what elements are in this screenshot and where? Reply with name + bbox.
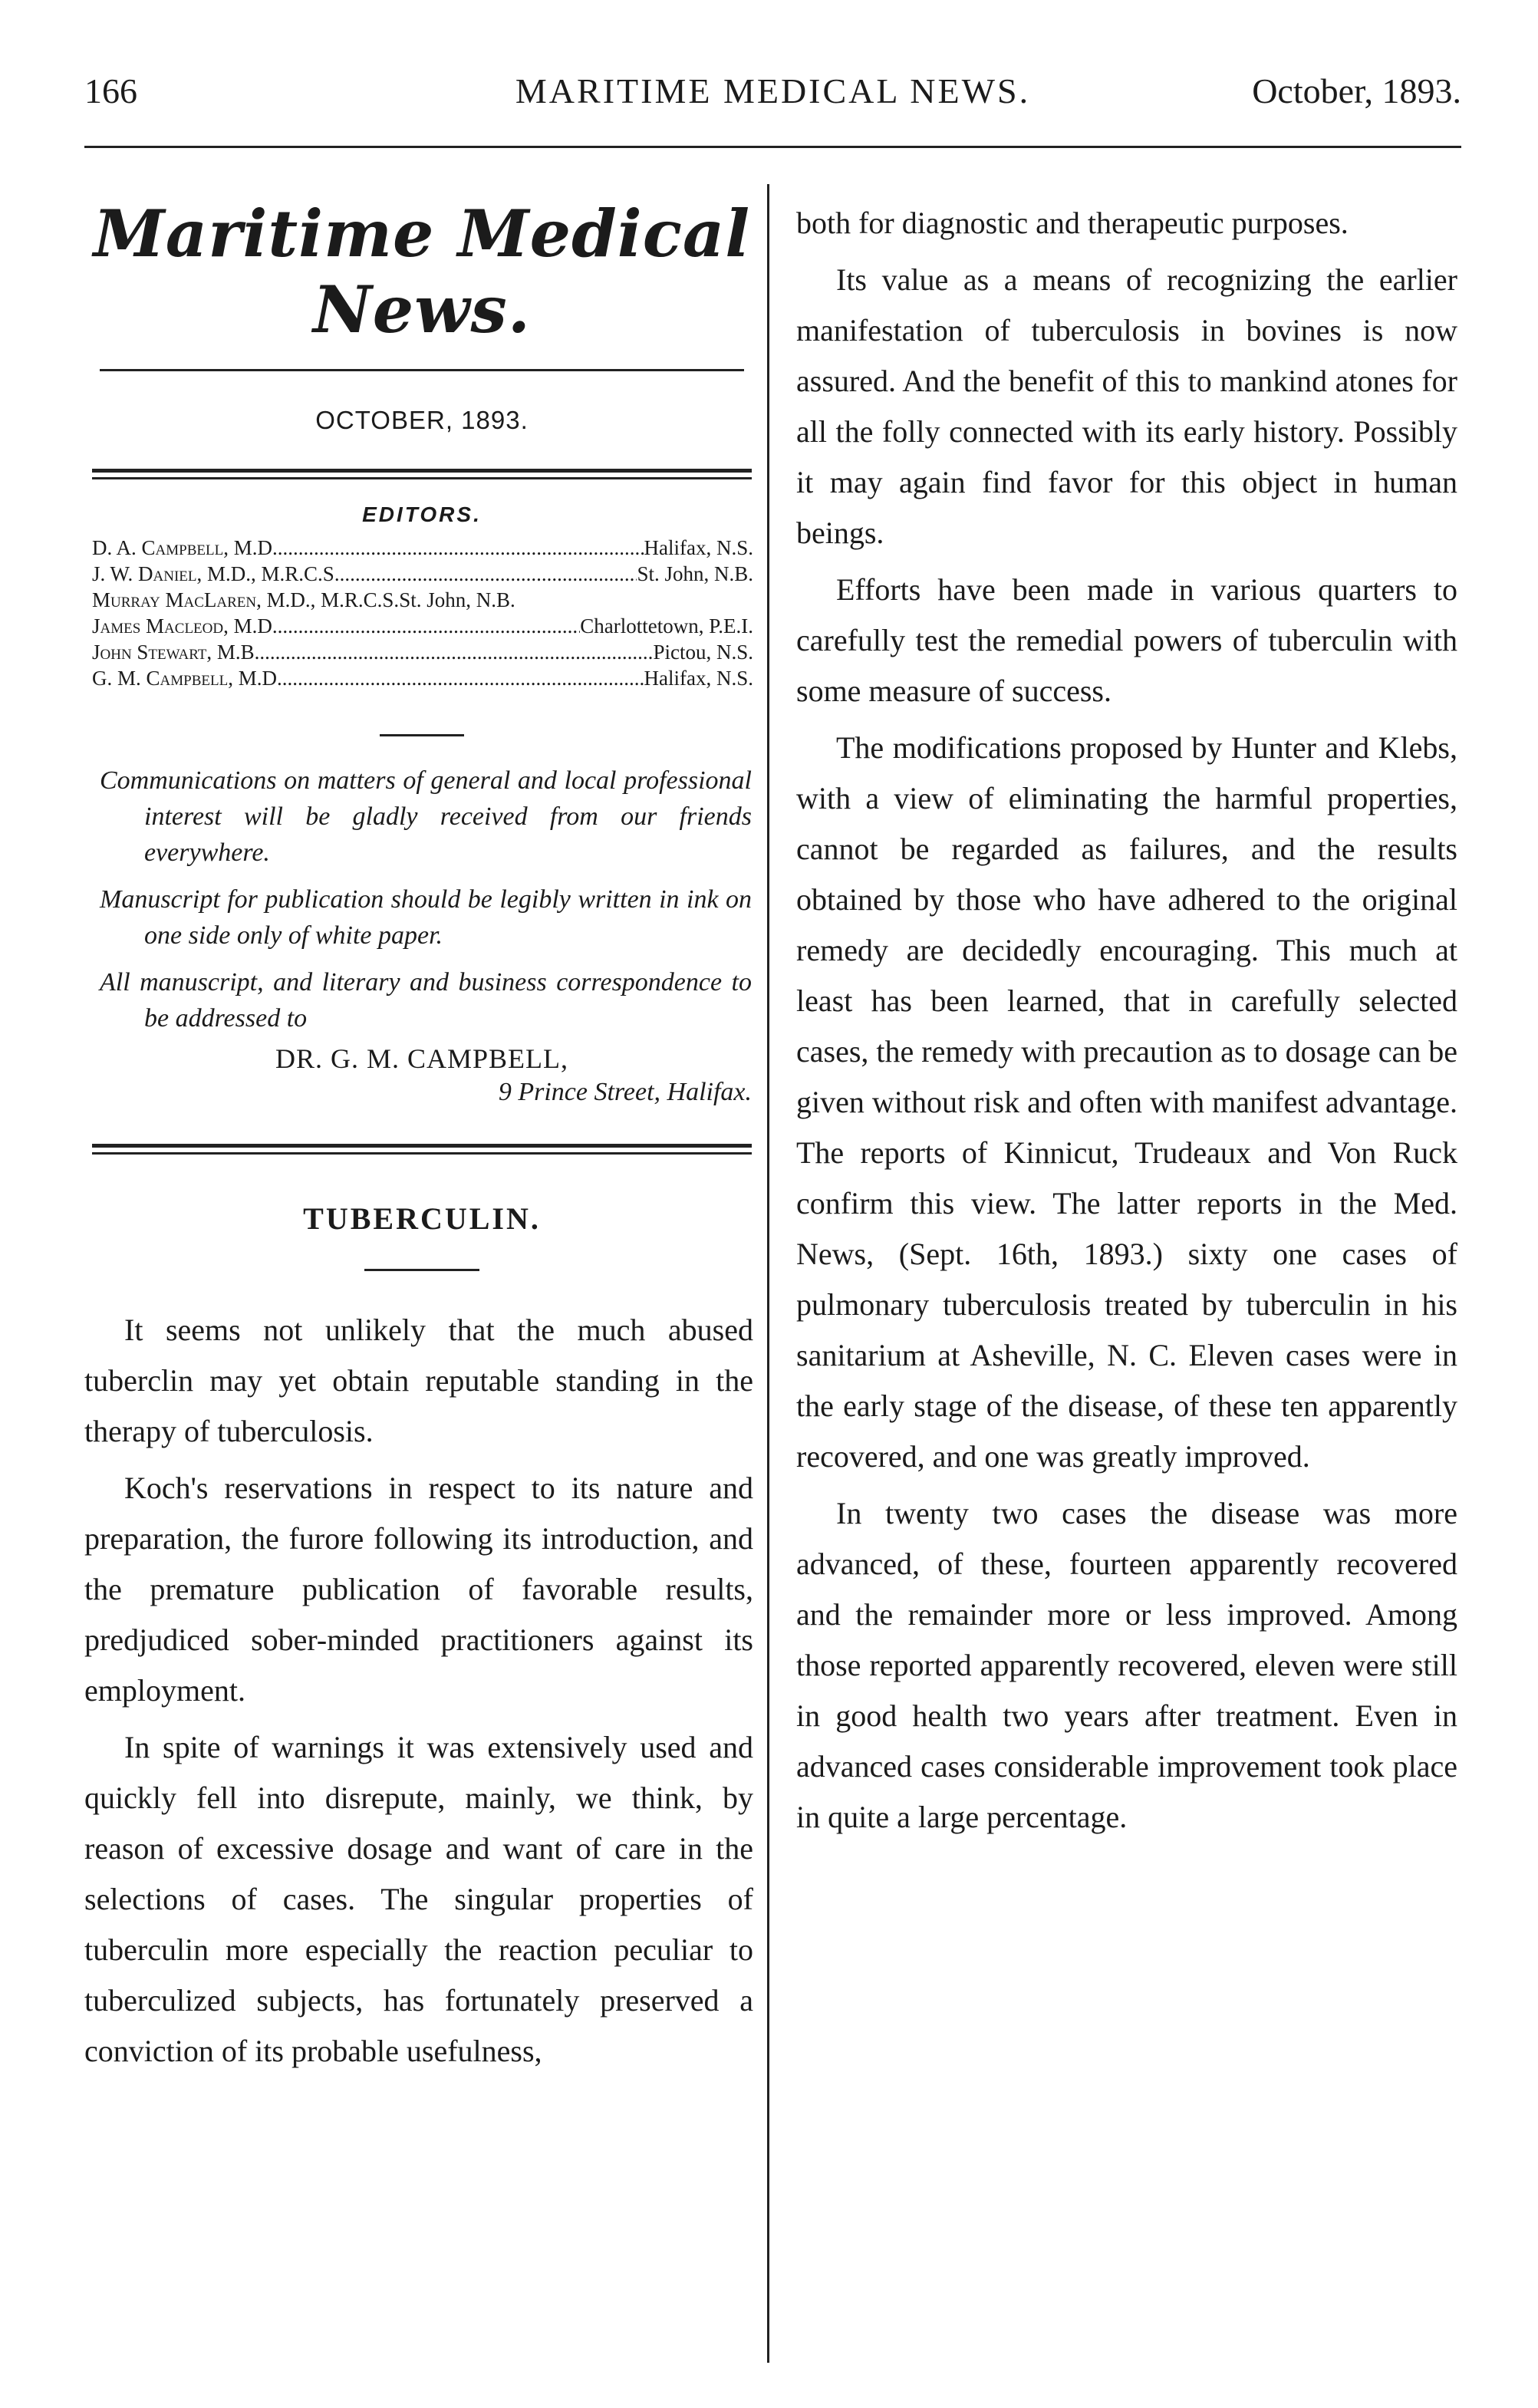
notice-communications: Communications on matters of general and local professional interest will be gladly received from our friends everywhere. (100, 766, 752, 867)
editor-name: D. A. Campbell, M.D (92, 536, 272, 559)
editor-name: J. W. Daniel, M.D., M.R.C.S (92, 562, 334, 585)
left-column (84, 165, 759, 2077)
address-street: 9 Prince Street, Halifax. (498, 1078, 752, 1106)
short-rule (380, 734, 464, 736)
editor-row (92, 587, 753, 613)
right-column (796, 198, 1457, 1843)
editor-place: St. John, N.B. (637, 562, 753, 585)
article-paragraph: Efforts have been made in various quarters to carefully test the remedial powers of tuberculin with some measure of success. (796, 572, 1457, 708)
editor-name: Murray MacLaren, M.D., M.R.C.S. (92, 588, 400, 611)
editor-place: St. John, N.B. (399, 588, 515, 611)
editor-place: Pictou, N.S. (653, 641, 753, 664)
editor-name: John Stewart, M.B (92, 641, 255, 664)
article-paragraph: Koch's reservations in respect to its nature and preparation, the furore following its introduction, and the premature publication of favorable results, predjudiced sober-minded practitioners against its employment. (84, 1471, 753, 1708)
running-head (84, 71, 1461, 124)
editor-row (92, 535, 753, 561)
notice-correspondence: All manuscript, and literary and business correspondence to be addressed to (100, 968, 752, 1033)
issue-date: OCTOBER, 1893. (315, 406, 529, 434)
editor-row (92, 639, 753, 665)
article-paragraph: In spite of warnings it was extensively used and quickly fell into disrepute, mainly, we think, by reason of excessive dosage and want of care in the selections of cases. The singular properties of tuberculin more especially the reaction peculiar to tuberculized subjects, has fortunately preserved a conviction of its probable usefulness, (84, 1730, 753, 2068)
editors-heading: EDITORS. (362, 502, 482, 526)
editor-place: Charlottetown, P.E.I. (580, 614, 753, 637)
header-rule (84, 146, 1461, 148)
masthead-rule (100, 369, 744, 371)
editor-name: G. M. Campbell, M.D (92, 667, 277, 690)
running-head-title: MARITIME MEDICAL NEWS. (515, 71, 1031, 110)
leader-dots (334, 561, 637, 587)
double-rule (92, 1144, 752, 1155)
leader-dots (272, 535, 644, 561)
address-name: DR. G. M. CAMPBELL, (275, 1043, 569, 1074)
article-title: TUBERCULIN. (303, 1201, 541, 1236)
editor-row (92, 665, 753, 691)
running-head-date: October, 1893. (1252, 71, 1461, 110)
short-rule (364, 1269, 479, 1271)
editor-row (92, 613, 753, 639)
article-paragraph-continued: both for diagnostic and therapeutic purposes. (796, 206, 1349, 240)
editor-row (92, 561, 753, 587)
article-paragraph: The modifications proposed by Hunter and Klebs, with a view of eliminating the harmful properties, cannot be regarded as failures, and the results obtained by those who have adhered to the original remedy are decidedly encouraging. This much at least has been learned, that in carefully selected cases, the remedy with precaution as to dosage can be given without risk and often with manifest advantage. The reports of Kinnicut, Trudeaux and Von Ruck confirm this view. The latter reports in the Med. News, (Sept. 16th, 1893.) sixty one cases of pulmonary tuberculosis treated by tuberculin in his sanitarium at Asheville, N. C. Eleven cases were in the early stage of the disease, of these ten apparently recovered, and one was greatly improved. (796, 730, 1458, 1474)
editor-place: Halifax, N.S. (644, 667, 753, 690)
leader-dots (272, 613, 580, 639)
article-paragraph: Its value as a means of recognizing the earlier manifestation of tuberculosis in bovines is now assured. And the benefit of this to mankind atones for all the folly connected with its early history. Possibly it may again find favor for this object in human beings. (796, 262, 1457, 550)
page-number: 166 (84, 71, 137, 110)
masthead-title: Maritime Medical News. (93, 196, 751, 348)
editor-place: Halifax, N.S. (644, 536, 753, 559)
article-paragraph: In twenty two cases the disease was more advanced, of these, fourteen apparently recovered and the remainder more or less improved. Among those reported apparently recovered, eleven were still in good health two years after treatment. Even in advanced cases considerable improvement took place in quite a large percentage. (796, 1496, 1457, 1834)
notice-manuscript: Manuscript for publication should be legibly written in ink on one side only of white paper. (100, 885, 752, 950)
column-divider (767, 184, 769, 2363)
editor-name: James Macleod, M.D (92, 614, 272, 637)
leader-dots (277, 665, 644, 691)
double-rule (92, 469, 752, 479)
article-paragraph: It seems not unlikely that the much abused tuberclin may yet obtain reputable standing in the therapy of tuberculosis. (84, 1313, 753, 1448)
leader-dots (255, 639, 654, 665)
editors-list (84, 535, 759, 691)
